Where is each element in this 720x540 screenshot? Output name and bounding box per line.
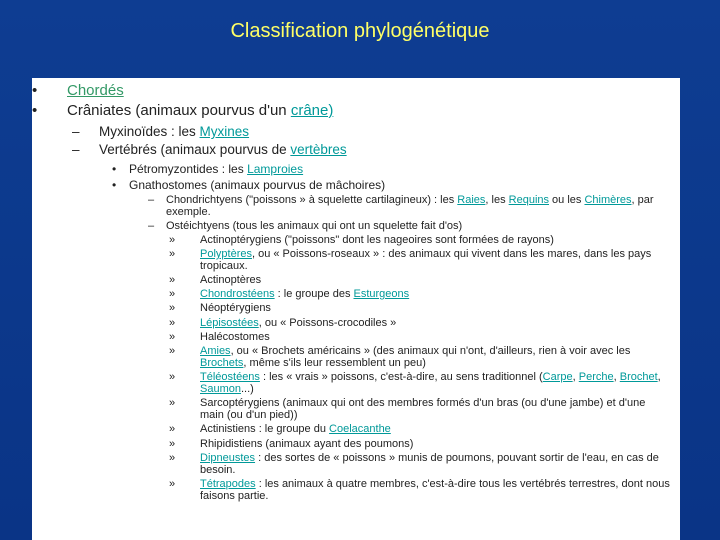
outline-item-text — [166, 195, 671, 218]
text-run: Actinoptérygiens ("poissons" dont les nageoires sont formées de rayons) — [200, 234, 554, 246]
outline-item-text — [200, 249, 670, 272]
term-link[interactable]: Saumon — [200, 382, 241, 395]
term-link[interactable]: Raies — [457, 194, 486, 206]
text-run: Pétromyzontides : les — [129, 162, 248, 176]
outline-item-text — [166, 221, 671, 233]
text-run: ...) — [240, 382, 254, 395]
bullet-guillemet: » — [169, 478, 176, 490]
bullet-dash: – — [148, 194, 155, 206]
term-link[interactable]: Tétrapodes — [200, 478, 256, 490]
text-run: Ostéichtyens (tous les animaux qui ont un squelette fait d'os) — [166, 220, 463, 232]
outline-item-text — [200, 453, 670, 476]
term-link[interactable]: Esturgeons — [353, 288, 410, 300]
bullet-dot: • — [112, 178, 117, 192]
text-run: , par exemple. — [166, 194, 654, 218]
term-link[interactable]: Amies — [200, 345, 231, 357]
term-link[interactable]: Perche — [578, 371, 614, 383]
term-link[interactable]: vertèbres — [290, 142, 347, 157]
bullet-dot: • — [112, 162, 117, 176]
term-link[interactable]: Dipneustes — [200, 452, 256, 464]
text-run: Actinoptères — [200, 274, 262, 286]
bullet-guillemet: » — [169, 317, 176, 329]
outline-item-text — [99, 124, 659, 139]
bullet-guillemet: » — [169, 248, 176, 260]
text-run: , les — [485, 194, 509, 206]
bullet-guillemet: » — [169, 274, 176, 286]
outline-item-text — [200, 303, 670, 315]
text-run: Sarcoptérygiens (animaux qui ont des membres formés d'un bras (ou d'une jambe) et d'une main (ou d'un pied)) — [200, 397, 646, 421]
outline-item-text — [67, 82, 667, 99]
content-panel — [32, 78, 680, 540]
outline-item-text — [200, 289, 670, 301]
outline-item-text — [200, 398, 670, 421]
term-link[interactable]: Lamproies — [247, 162, 304, 176]
term-link[interactable]: Chordés — [67, 82, 124, 99]
text-run: : le groupe des — [274, 288, 354, 300]
term-link[interactable]: Brochets — [200, 356, 244, 369]
bullet-dot: • — [32, 82, 38, 99]
outline-item-text — [99, 142, 659, 157]
bullet-dash: – — [148, 220, 155, 232]
bullet-guillemet: » — [169, 234, 176, 246]
bullet-guillemet: » — [169, 288, 176, 300]
text-run: , — [657, 371, 661, 383]
text-run: Néoptérygiens — [200, 302, 271, 314]
bullet-dash: – — [72, 124, 80, 139]
text-run: Rhipidistiens (animaux ayant des poumons) — [200, 438, 414, 450]
text-run: Chondrichtyens ("poissons » à squelette cartilagineux) : les — [166, 194, 458, 206]
text-run: ou les — [549, 194, 585, 206]
term-link[interactable]: Myxines — [199, 124, 250, 139]
bullet-dash: – — [72, 142, 80, 157]
text-run: , ou « Brochets américains » (des animaux qui n'ont, d'ailleurs, rien à voir avec les — [230, 345, 631, 357]
text-run: , même s'ils leur ressemblent un peu) — [243, 356, 426, 369]
outline-item-text — [200, 424, 670, 436]
bullet-guillemet: » — [169, 397, 176, 409]
outline-item-text — [200, 235, 670, 247]
outline-item-text — [200, 346, 670, 369]
text-run: : les animaux à quatre membres, c'est-à-dire tous les vertébrés terrestres, dont nous faisons partie. — [200, 478, 670, 502]
bullet-guillemet: » — [169, 345, 176, 357]
text-run: Myxinoïdes : les — [99, 124, 200, 139]
text-run: Crâniates (animaux pourvus d'un — [67, 102, 291, 119]
text-run: , — [613, 371, 620, 383]
outline-item-text — [67, 102, 667, 119]
outline-item-text — [200, 439, 670, 451]
bullet-dot: • — [32, 102, 38, 119]
outline-item-text — [129, 178, 649, 192]
outline-item-text — [200, 275, 670, 287]
term-link[interactable]: Chondrostéens — [200, 288, 275, 300]
outline-item-text — [200, 332, 670, 344]
text-run: Vertébrés (animaux pourvus de — [99, 142, 291, 157]
text-run: Actinistiens : le groupe du — [200, 423, 330, 435]
term-link[interactable]: Brochet — [619, 371, 658, 383]
term-link[interactable]: Chimères — [584, 194, 632, 206]
term-link[interactable]: Téléostéens — [200, 371, 260, 383]
term-link[interactable]: Coelacanthe — [329, 423, 391, 435]
term-link[interactable]: Lépisostées — [200, 317, 259, 329]
outline-item-text — [200, 318, 670, 330]
bullet-guillemet: » — [169, 423, 176, 435]
bullet-guillemet: » — [169, 371, 176, 383]
bullet-guillemet: » — [169, 452, 176, 464]
text-run: Halécostomes — [200, 331, 270, 343]
bullet-guillemet: » — [169, 331, 176, 343]
term-link[interactable]: Carpe — [542, 371, 573, 383]
bullet-guillemet: » — [169, 438, 176, 450]
text-run: , — [572, 371, 579, 383]
term-link[interactable]: Polyptères — [200, 248, 252, 260]
term-link[interactable]: crâne) — [290, 102, 334, 119]
text-run: : des sortes de « poissons » munis de poumons, pouvant sortir de l'eau, en cas de besoin. — [200, 452, 659, 476]
outline-item-text — [200, 479, 670, 502]
text-run: Gnathostomes (animaux pourvus de mâchoires) — [129, 178, 386, 192]
text-run: : les « vrais » poissons, c'est-à-dire, au sens traditionnel ( — [259, 371, 543, 383]
text-run: , ou « Poissons-roseaux » : des animaux qui vivent dans les mares, dans les pays tropicaux. — [200, 248, 652, 272]
outline-item-text — [200, 372, 670, 395]
bullet-guillemet: » — [169, 302, 176, 314]
text-run: , ou « Poissons-crocodiles » — [258, 317, 397, 329]
slide-title: Classification phylogénétique — [230, 20, 490, 42]
outline-item-text — [129, 162, 649, 176]
term-link[interactable]: Requins — [508, 194, 549, 206]
